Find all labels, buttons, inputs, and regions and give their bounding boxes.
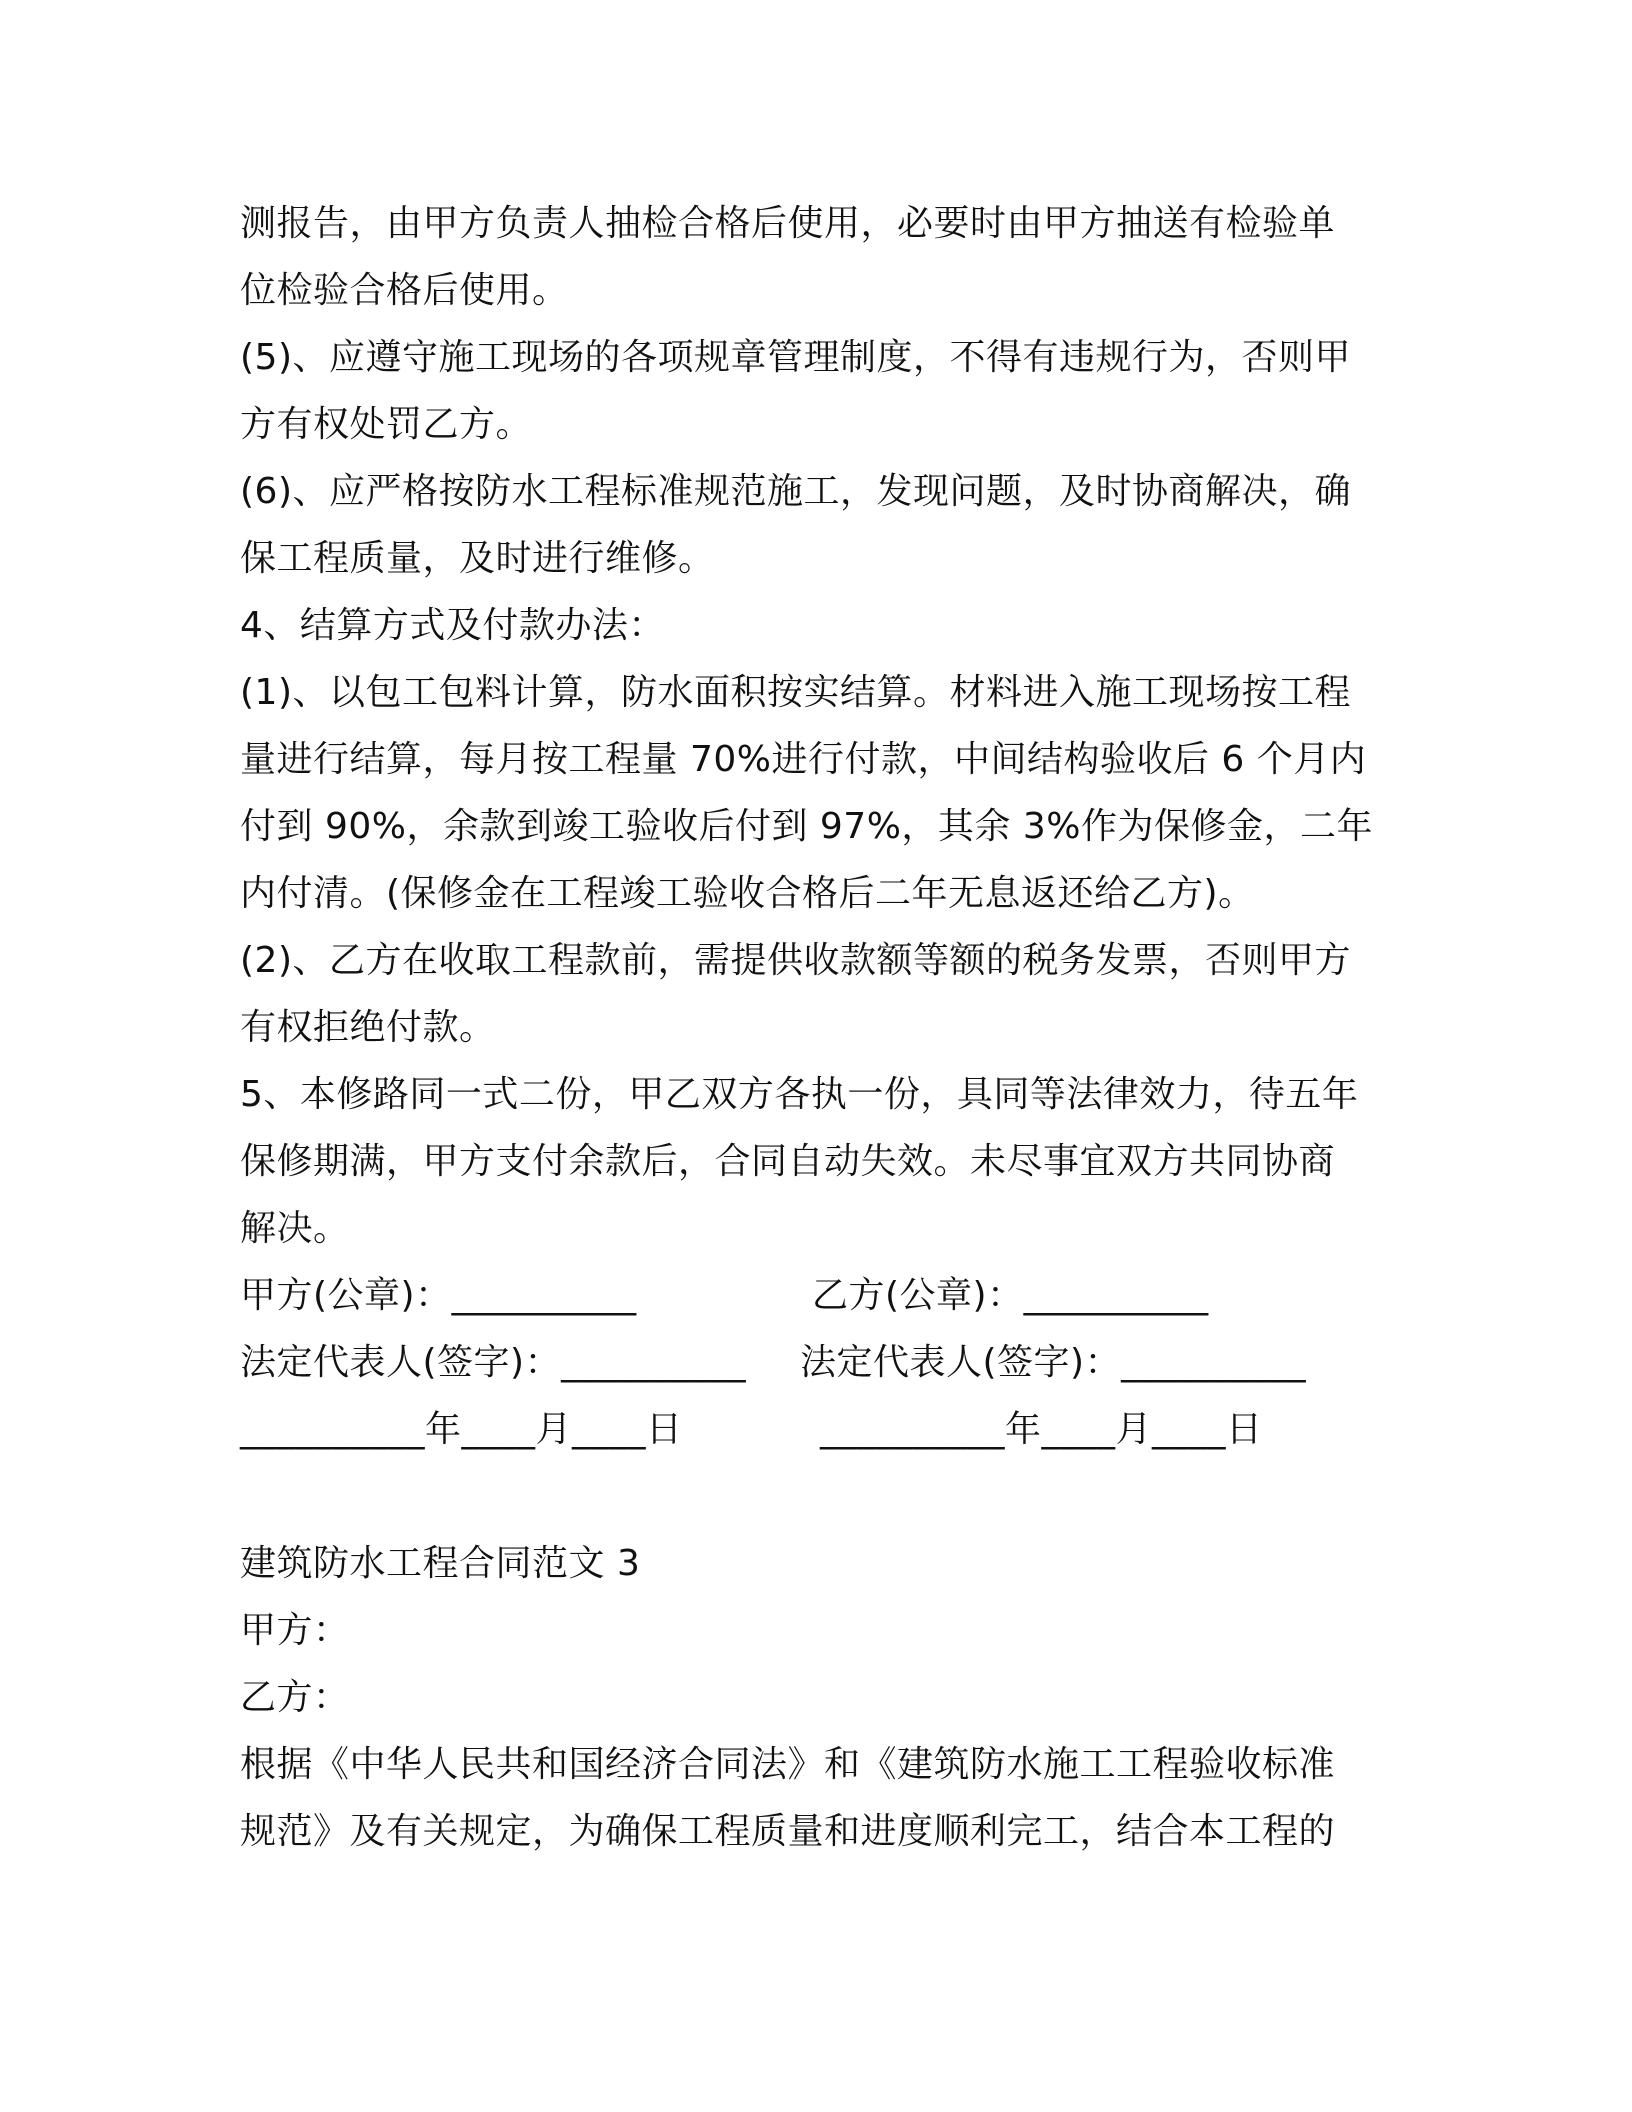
paragraph-line: 解决。 (240, 1208, 350, 1249)
paragraph-line: 有权拒绝付款。 (240, 1007, 496, 1048)
party-b-label: 乙方： (240, 1677, 350, 1718)
paragraph-line: 量进行结算，每月按工程量 70%进行付款，中间结构验收后 6 个月内 (240, 739, 1367, 780)
paragraph-line: 付到 90%，余款到竣工验收后付到 97%，其余 3%作为保修金，二年 (240, 806, 1373, 847)
party-a-representative-field: 法定代表人(签字)：__________ (240, 1342, 747, 1383)
paragraph-line: 规范》及有关规定，为确保工程质量和进度顺利完工，结合本工程的 (240, 1811, 1336, 1852)
section-heading-payment: 4、结算方式及付款办法： (240, 605, 665, 646)
signature-row-seal (240, 1262, 1380, 1329)
signature-row-date (240, 1396, 1380, 1463)
paragraph-line: 内付清。(保修金在工程竣工验收合格后二年无息返还给乙方)。 (240, 873, 1255, 914)
paragraph-line: (6)、应严格按防水工程标准规范施工，发现问题，及时协商解决，确 (240, 471, 1351, 512)
paragraph-line: (1)、以包工包料计算，防水面积按实结算。材料进入施工现场按工程 (240, 672, 1351, 713)
paragraph-line: 测报告，由甲方负责人抽检合格后使用，必要时由甲方抽送有检验单 (240, 203, 1336, 244)
paragraph-line: (2)、乙方在收取工程款前，需提供收款额等额的税务发票，否则甲方 (240, 940, 1351, 981)
signature-row-representative (240, 1329, 1380, 1396)
paragraph-line: 根据《中华人民共和国经济合同法》和《建筑防水施工工程验收标准 (240, 1744, 1336, 1785)
party-a-seal-field: 甲方(公章)：__________ (240, 1275, 637, 1316)
blank-line (240, 1463, 1380, 1530)
paragraph-line: 5、本修路同一式二份，甲乙双方各执一份，具同等法律效力，待五年 (240, 1074, 1359, 1115)
party-b-representative-field: 法定代表人(签字)：__________ (800, 1342, 1307, 1383)
party-b-seal-field: 乙方(公章)：__________ (812, 1275, 1209, 1316)
party-b-date-field: __________年____月____日 (820, 1409, 1263, 1450)
paragraph-line: 方有权处罚乙方。 (240, 404, 533, 445)
paragraph-line: (5)、应遵守施工现场的各项规章管理制度，不得有违规行为，否则甲 (240, 337, 1351, 378)
party-a-date-field: __________年____月____日 (240, 1409, 683, 1450)
party-a-label: 甲方： (240, 1610, 350, 1651)
paragraph-line: 保工程质量，及时进行维修。 (240, 538, 715, 579)
section-title: 建筑防水工程合同范文 3 (240, 1543, 641, 1584)
paragraph-line: 位检验合格后使用。 (240, 270, 569, 311)
document-body (240, 190, 1380, 1865)
paragraph-line: 保修期满，甲方支付余款后，合同自动失效。未尽事宜双方共同协商 (240, 1141, 1336, 1182)
